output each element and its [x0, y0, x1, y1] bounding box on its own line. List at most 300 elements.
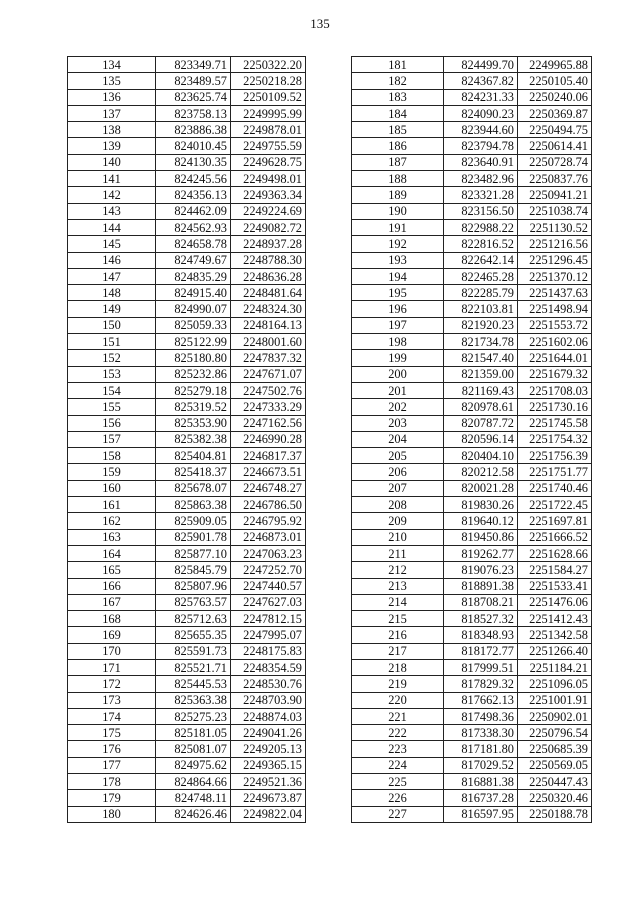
y-coordinate-cell: 2250218.28: [231, 73, 306, 89]
x-coordinate-cell: 817829.32: [444, 676, 518, 692]
table-row: [68, 741, 306, 757]
table-row: [352, 611, 592, 627]
x-coordinate-cell: 822465.28: [444, 268, 518, 284]
table-row: [352, 187, 592, 203]
point-number-cell: 152: [68, 350, 156, 366]
y-coordinate-cell: 2246748.27: [231, 480, 306, 496]
y-coordinate-cell: 2249521.36: [231, 774, 306, 790]
x-coordinate-cell: 825418.37: [156, 464, 231, 480]
y-coordinate-cell: 2251498.94: [518, 301, 592, 317]
point-number-cell: 179: [68, 790, 156, 806]
table-row: [68, 268, 306, 284]
table-row: [352, 497, 592, 513]
table-row: [352, 334, 592, 350]
point-number-cell: 182: [352, 73, 444, 89]
table-row: [68, 725, 306, 741]
table-row: [352, 676, 592, 692]
table-row: [352, 708, 592, 724]
y-coordinate-cell: 2248703.90: [231, 692, 306, 708]
point-number-cell: 198: [352, 334, 444, 350]
y-coordinate-cell: 2250796.54: [518, 725, 592, 741]
y-coordinate-cell: 2248175.83: [231, 643, 306, 659]
y-coordinate-cell: 2247812.15: [231, 611, 306, 627]
table-row: [68, 57, 306, 73]
point-number-cell: 216: [352, 627, 444, 643]
table-row: [352, 171, 592, 187]
table-row: [352, 692, 592, 708]
y-coordinate-cell: 2247671.07: [231, 366, 306, 382]
table-row: [352, 659, 592, 675]
table-row: [352, 448, 592, 464]
table-row: [352, 73, 592, 89]
x-coordinate-cell: 820212.58: [444, 464, 518, 480]
table-row: [352, 399, 592, 415]
x-coordinate-cell: 823321.28: [444, 187, 518, 203]
y-coordinate-cell: 2250240.06: [518, 89, 592, 105]
table-row: [352, 806, 592, 822]
point-number-cell: 191: [352, 219, 444, 235]
y-coordinate-cell: 2249822.04: [231, 806, 306, 822]
point-number-cell: 199: [352, 350, 444, 366]
table-row: [68, 774, 306, 790]
point-number-cell: 136: [68, 89, 156, 105]
x-coordinate-cell: 821734.78: [444, 334, 518, 350]
point-number-cell: 146: [68, 252, 156, 268]
y-coordinate-cell: 2251038.74: [518, 203, 592, 219]
point-number-cell: 205: [352, 448, 444, 464]
table-row: [68, 659, 306, 675]
table-row: [68, 806, 306, 822]
point-number-cell: 183: [352, 89, 444, 105]
table-row: [68, 757, 306, 773]
x-coordinate-cell: 817498.36: [444, 708, 518, 724]
y-coordinate-cell: 2249224.69: [231, 203, 306, 219]
point-number-cell: 186: [352, 138, 444, 154]
point-number-cell: 160: [68, 480, 156, 496]
point-number-cell: 171: [68, 659, 156, 675]
coordinates-table-left: [67, 56, 306, 823]
y-coordinate-cell: 2251740.46: [518, 480, 592, 496]
y-coordinate-cell: 2248164.13: [231, 317, 306, 333]
x-coordinate-cell: 824748.11: [156, 790, 231, 806]
table-row: [352, 757, 592, 773]
point-number-cell: 149: [68, 301, 156, 317]
y-coordinate-cell: 2251370.12: [518, 268, 592, 284]
point-number-cell: 144: [68, 219, 156, 235]
point-number-cell: 180: [68, 806, 156, 822]
x-coordinate-cell: 823886.38: [156, 122, 231, 138]
x-coordinate-cell: 823482.96: [444, 171, 518, 187]
x-coordinate-cell: 825712.63: [156, 611, 231, 627]
point-number-cell: 143: [68, 203, 156, 219]
table-row: [352, 415, 592, 431]
y-coordinate-cell: 2250902.01: [518, 708, 592, 724]
y-coordinate-cell: 2250320.46: [518, 790, 592, 806]
table-row: [68, 676, 306, 692]
point-number-cell: 193: [352, 252, 444, 268]
y-coordinate-cell: 2248530.76: [231, 676, 306, 692]
point-number-cell: 137: [68, 105, 156, 121]
y-coordinate-cell: 2249965.88: [518, 57, 592, 73]
table-row: [68, 545, 306, 561]
x-coordinate-cell: 825655.35: [156, 627, 231, 643]
x-coordinate-cell: 823349.71: [156, 57, 231, 73]
point-number-cell: 150: [68, 317, 156, 333]
point-number-cell: 155: [68, 399, 156, 415]
y-coordinate-cell: 2251697.81: [518, 513, 592, 529]
point-number-cell: 158: [68, 448, 156, 464]
point-number-cell: 187: [352, 154, 444, 170]
x-coordinate-cell: 822988.22: [444, 219, 518, 235]
table-row: [68, 73, 306, 89]
x-coordinate-cell: 824975.62: [156, 757, 231, 773]
point-number-cell: 177: [68, 757, 156, 773]
point-number-cell: 176: [68, 741, 156, 757]
point-number-cell: 159: [68, 464, 156, 480]
point-number-cell: 200: [352, 366, 444, 382]
table-row: [68, 105, 306, 121]
y-coordinate-cell: 2250109.52: [231, 89, 306, 105]
y-coordinate-cell: 2250569.05: [518, 757, 592, 773]
y-coordinate-cell: 2247252.70: [231, 562, 306, 578]
point-number-cell: 188: [352, 171, 444, 187]
point-number-cell: 175: [68, 725, 156, 741]
y-coordinate-cell: 2251722.45: [518, 497, 592, 513]
y-coordinate-cell: 2251001.91: [518, 692, 592, 708]
y-coordinate-cell: 2247063.23: [231, 545, 306, 561]
x-coordinate-cell: 819076.23: [444, 562, 518, 578]
point-number-cell: 209: [352, 513, 444, 529]
x-coordinate-cell: 821547.40: [444, 350, 518, 366]
point-number-cell: 220: [352, 692, 444, 708]
table-row: [352, 594, 592, 610]
x-coordinate-cell: 825909.05: [156, 513, 231, 529]
x-coordinate-cell: 819262.77: [444, 545, 518, 561]
point-number-cell: 185: [352, 122, 444, 138]
y-coordinate-cell: 2250941.21: [518, 187, 592, 203]
point-number-cell: 140: [68, 154, 156, 170]
point-number-cell: 147: [68, 268, 156, 284]
y-coordinate-cell: 2247627.03: [231, 594, 306, 610]
point-number-cell: 165: [68, 562, 156, 578]
x-coordinate-cell: 819830.26: [444, 497, 518, 513]
x-coordinate-cell: 824864.66: [156, 774, 231, 790]
x-coordinate-cell: 817338.30: [444, 725, 518, 741]
table-row: [352, 285, 592, 301]
table-row: [352, 431, 592, 447]
x-coordinate-cell: 823489.57: [156, 73, 231, 89]
x-coordinate-cell: 824658.78: [156, 236, 231, 252]
x-coordinate-cell: 818708.21: [444, 594, 518, 610]
point-number-cell: 190: [352, 203, 444, 219]
table-row: [68, 317, 306, 333]
y-coordinate-cell: 2246817.37: [231, 448, 306, 464]
table-row: [68, 301, 306, 317]
y-coordinate-cell: 2251751.77: [518, 464, 592, 480]
y-coordinate-cell: 2250728.74: [518, 154, 592, 170]
y-coordinate-cell: 2250494.75: [518, 122, 592, 138]
y-coordinate-cell: 2251476.06: [518, 594, 592, 610]
y-coordinate-cell: 2251216.56: [518, 236, 592, 252]
table-row: [352, 545, 592, 561]
table-row: [352, 219, 592, 235]
x-coordinate-cell: 825863.38: [156, 497, 231, 513]
table-row: [68, 448, 306, 464]
point-number-cell: 213: [352, 578, 444, 594]
y-coordinate-cell: 2250447.43: [518, 774, 592, 790]
y-coordinate-cell: 2248324.30: [231, 301, 306, 317]
y-coordinate-cell: 2247502.76: [231, 382, 306, 398]
y-coordinate-cell: 2249082.72: [231, 219, 306, 235]
table-row: [68, 578, 306, 594]
point-number-cell: 211: [352, 545, 444, 561]
y-coordinate-cell: 2249755.59: [231, 138, 306, 154]
y-coordinate-cell: 2249363.34: [231, 187, 306, 203]
table-row: [352, 350, 592, 366]
table-row: [352, 643, 592, 659]
table-row: [352, 317, 592, 333]
table-row: [68, 382, 306, 398]
y-coordinate-cell: 2250105.40: [518, 73, 592, 89]
table-row: [352, 529, 592, 545]
y-coordinate-cell: 2250322.20: [231, 57, 306, 73]
table-row: [68, 219, 306, 235]
x-coordinate-cell: 825404.81: [156, 448, 231, 464]
y-coordinate-cell: 2251553.72: [518, 317, 592, 333]
point-number-cell: 202: [352, 399, 444, 415]
x-coordinate-cell: 822642.14: [444, 252, 518, 268]
y-coordinate-cell: 2250614.41: [518, 138, 592, 154]
table-row: [352, 268, 592, 284]
x-coordinate-cell: 823758.13: [156, 105, 231, 121]
x-coordinate-cell: 818527.32: [444, 611, 518, 627]
table-row: [352, 562, 592, 578]
x-coordinate-cell: 825763.57: [156, 594, 231, 610]
point-number-cell: 145: [68, 236, 156, 252]
y-coordinate-cell: 2246786.50: [231, 497, 306, 513]
x-coordinate-cell: 825059.33: [156, 317, 231, 333]
page-number: 135: [310, 16, 330, 31]
point-number-cell: 194: [352, 268, 444, 284]
y-coordinate-cell: 2249878.01: [231, 122, 306, 138]
x-coordinate-cell: 825353.90: [156, 415, 231, 431]
table-row: [352, 252, 592, 268]
table-row: [352, 89, 592, 105]
x-coordinate-cell: 820978.61: [444, 399, 518, 415]
x-coordinate-cell: 824990.07: [156, 301, 231, 317]
x-coordinate-cell: 819640.12: [444, 513, 518, 529]
table-row: [352, 382, 592, 398]
x-coordinate-cell: 816881.38: [444, 774, 518, 790]
y-coordinate-cell: 2246795.92: [231, 513, 306, 529]
x-coordinate-cell: 824245.56: [156, 171, 231, 187]
table-row: [68, 236, 306, 252]
x-coordinate-cell: 825279.18: [156, 382, 231, 398]
point-number-cell: 156: [68, 415, 156, 431]
x-coordinate-cell: 817181.80: [444, 741, 518, 757]
point-number-cell: 135: [68, 73, 156, 89]
point-number-cell: 196: [352, 301, 444, 317]
y-coordinate-cell: 2248788.30: [231, 252, 306, 268]
y-coordinate-cell: 2248481.64: [231, 285, 306, 301]
x-coordinate-cell: 817999.51: [444, 659, 518, 675]
y-coordinate-cell: 2251628.66: [518, 545, 592, 561]
x-coordinate-cell: 825845.79: [156, 562, 231, 578]
x-coordinate-cell: 825319.52: [156, 399, 231, 415]
point-number-cell: 212: [352, 562, 444, 578]
x-coordinate-cell: 822285.79: [444, 285, 518, 301]
x-coordinate-cell: 825678.07: [156, 480, 231, 496]
point-number-cell: 197: [352, 317, 444, 333]
y-coordinate-cell: 2251437.63: [518, 285, 592, 301]
table-row: [352, 774, 592, 790]
y-coordinate-cell: 2251296.45: [518, 252, 592, 268]
table-row: [68, 562, 306, 578]
table-row: [352, 480, 592, 496]
y-coordinate-cell: 2247333.29: [231, 399, 306, 415]
y-coordinate-cell: 2251584.27: [518, 562, 592, 578]
y-coordinate-cell: 2248001.60: [231, 334, 306, 350]
x-coordinate-cell: 824499.70: [444, 57, 518, 73]
y-coordinate-cell: 2250188.78: [518, 806, 592, 822]
x-coordinate-cell: 823640.91: [444, 154, 518, 170]
y-coordinate-cell: 2251096.05: [518, 676, 592, 692]
table-row: [68, 350, 306, 366]
coordinates-table-right: [351, 56, 592, 823]
table-row: [68, 122, 306, 138]
table-row: [68, 252, 306, 268]
table-row: [68, 464, 306, 480]
y-coordinate-cell: 2249365.15: [231, 757, 306, 773]
x-coordinate-cell: 825180.80: [156, 350, 231, 366]
x-coordinate-cell: 821359.00: [444, 366, 518, 382]
point-number-cell: 173: [68, 692, 156, 708]
y-coordinate-cell: 2247837.32: [231, 350, 306, 366]
point-number-cell: 195: [352, 285, 444, 301]
table-row: [352, 725, 592, 741]
x-coordinate-cell: 823625.74: [156, 89, 231, 105]
x-coordinate-cell: 822816.52: [444, 236, 518, 252]
table-row: [68, 790, 306, 806]
x-coordinate-cell: 824010.45: [156, 138, 231, 154]
x-coordinate-cell: 825363.38: [156, 692, 231, 708]
table-row: [352, 366, 592, 382]
point-number-cell: 166: [68, 578, 156, 594]
y-coordinate-cell: 2249498.01: [231, 171, 306, 187]
x-coordinate-cell: 825382.38: [156, 431, 231, 447]
y-coordinate-cell: 2250369.87: [518, 105, 592, 121]
x-coordinate-cell: 825122.99: [156, 334, 231, 350]
y-coordinate-cell: 2251184.21: [518, 659, 592, 675]
x-coordinate-cell: 820404.10: [444, 448, 518, 464]
x-coordinate-cell: 824562.93: [156, 219, 231, 235]
table-row: [68, 89, 306, 105]
point-number-cell: 148: [68, 285, 156, 301]
point-number-cell: 154: [68, 382, 156, 398]
point-number-cell: 153: [68, 366, 156, 382]
y-coordinate-cell: 2251342.58: [518, 627, 592, 643]
table-row: [68, 708, 306, 724]
y-coordinate-cell: 2251412.43: [518, 611, 592, 627]
table-row: [68, 203, 306, 219]
x-coordinate-cell: 825877.10: [156, 545, 231, 561]
point-number-cell: 184: [352, 105, 444, 121]
table-row: [352, 57, 592, 73]
table-row: [68, 692, 306, 708]
x-coordinate-cell: 824356.13: [156, 187, 231, 203]
point-number-cell: 134: [68, 57, 156, 73]
point-number-cell: 218: [352, 659, 444, 675]
x-coordinate-cell: 824130.35: [156, 154, 231, 170]
y-coordinate-cell: 2249673.87: [231, 790, 306, 806]
table-row: [68, 497, 306, 513]
point-number-cell: 163: [68, 529, 156, 545]
point-number-cell: 192: [352, 236, 444, 252]
point-number-cell: 181: [352, 57, 444, 73]
table-row: [68, 643, 306, 659]
y-coordinate-cell: 2248874.03: [231, 708, 306, 724]
point-number-cell: 138: [68, 122, 156, 138]
point-number-cell: 226: [352, 790, 444, 806]
table-row: [68, 187, 306, 203]
y-coordinate-cell: 2251644.01: [518, 350, 592, 366]
point-number-cell: 201: [352, 382, 444, 398]
x-coordinate-cell: 821169.43: [444, 382, 518, 398]
x-coordinate-cell: 825445.53: [156, 676, 231, 692]
point-number-cell: 227: [352, 806, 444, 822]
y-coordinate-cell: 2247162.56: [231, 415, 306, 431]
y-coordinate-cell: 2249205.13: [231, 741, 306, 757]
table-row: [68, 154, 306, 170]
table-row: [68, 513, 306, 529]
table-row: [68, 415, 306, 431]
y-coordinate-cell: 2251730.16: [518, 399, 592, 415]
x-coordinate-cell: 819450.86: [444, 529, 518, 545]
table-row: [68, 431, 306, 447]
y-coordinate-cell: 2249995.99: [231, 105, 306, 121]
point-number-cell: 210: [352, 529, 444, 545]
x-coordinate-cell: 820596.14: [444, 431, 518, 447]
table-row: [352, 203, 592, 219]
table-row: [352, 627, 592, 643]
x-coordinate-cell: 825591.73: [156, 643, 231, 659]
point-number-cell: 215: [352, 611, 444, 627]
point-number-cell: 225: [352, 774, 444, 790]
x-coordinate-cell: 823156.50: [444, 203, 518, 219]
x-coordinate-cell: 817029.52: [444, 757, 518, 773]
table-row: [68, 594, 306, 610]
y-coordinate-cell: 2251745.58: [518, 415, 592, 431]
table-row: [352, 154, 592, 170]
table-row: [352, 741, 592, 757]
x-coordinate-cell: 824367.82: [444, 73, 518, 89]
x-coordinate-cell: 824626.46: [156, 806, 231, 822]
y-coordinate-cell: 2248937.28: [231, 236, 306, 252]
point-number-cell: 139: [68, 138, 156, 154]
table-row: [352, 464, 592, 480]
point-number-cell: 151: [68, 334, 156, 350]
x-coordinate-cell: 820021.28: [444, 480, 518, 496]
x-coordinate-cell: 825275.23: [156, 708, 231, 724]
x-coordinate-cell: 822103.81: [444, 301, 518, 317]
table-row: [352, 105, 592, 121]
x-coordinate-cell: 816597.95: [444, 806, 518, 822]
y-coordinate-cell: 2251679.32: [518, 366, 592, 382]
point-number-cell: 222: [352, 725, 444, 741]
y-coordinate-cell: 2250685.39: [518, 741, 592, 757]
point-number-cell: 161: [68, 497, 156, 513]
table-row: [352, 236, 592, 252]
